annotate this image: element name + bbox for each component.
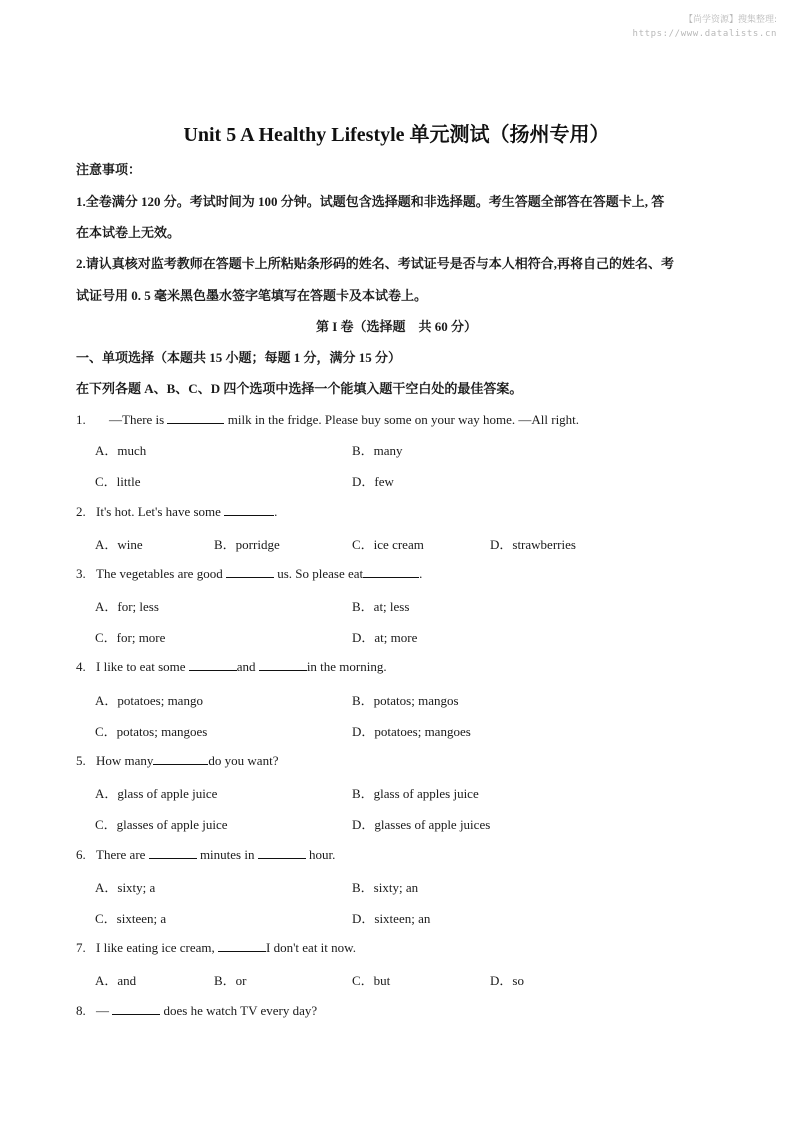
part1-heading: 一、单项选择（本题共 15 小题；每题 1 分，满分 15 分）: [76, 350, 402, 365]
notice-item-1-line-1: 1.全卷满分 120 分。考试时间为 100 分钟。试题包含选择题和非选择题。考生答题全部答在答题卡上, 答: [76, 194, 665, 209]
question-text: I don't eat it now.: [266, 940, 356, 955]
question-text: It's hot. Let's have some: [96, 504, 225, 519]
question-number: 2.: [76, 504, 86, 519]
question-text: and: [236, 659, 259, 674]
option-d: D．sixteen; an: [352, 911, 431, 926]
option-b: B．sixty; an: [352, 880, 419, 895]
option-d: D．potatoes; mangoes: [352, 724, 471, 739]
option-d: D．so: [490, 973, 524, 988]
question-number: 7.: [76, 940, 86, 955]
option-a: A．much: [95, 443, 147, 458]
option-c: C．but: [352, 973, 391, 988]
watermark: [633, 13, 777, 41]
answer-blank: [258, 846, 306, 859]
question-number: 4.: [76, 659, 86, 674]
option-a: A．wine: [95, 537, 143, 552]
option-b: B．at; less: [352, 599, 410, 614]
option-b: B．potatos; mangos: [352, 693, 459, 708]
question-4: [76, 658, 387, 675]
option-b: B．glass of apples juice: [352, 786, 479, 801]
answer-blank: [153, 752, 208, 765]
option-c: C．sixteen; a: [95, 911, 167, 926]
question-number: 5.: [76, 753, 86, 768]
question-7: [76, 939, 356, 956]
notice-item-2-line-1: 2.请认真核对监考教师在答题卡上所粘贴条形码的姓名、考试证号是否与本人相符合,再将自己的姓名、考: [76, 256, 675, 271]
question-text: hour.: [305, 847, 336, 862]
question-text: in the morning.: [306, 659, 387, 674]
option-c: C．little: [95, 474, 141, 489]
question-text: .: [274, 504, 278, 519]
question-3: [76, 565, 422, 582]
question-text: does he watch TV every day?: [160, 1003, 318, 1018]
option-a: A．potatoes; mango: [95, 693, 203, 708]
option-d: D．glasses of apple juices: [352, 817, 491, 832]
option-a: A．and: [95, 973, 137, 988]
question-text: .: [419, 566, 423, 581]
question-text: us. So please eat: [273, 566, 364, 581]
answer-blank: [226, 565, 274, 578]
notice-item-2-line-2: 试证号用 0. 5 毫米黑色墨水签字笔填写在答题卡及本试卷上。: [76, 288, 428, 303]
option-d: D．strawberries: [490, 537, 576, 552]
question-text: minutes in: [196, 847, 258, 862]
option-c: C．glasses of apple juice: [95, 817, 228, 832]
answer-blank: [218, 939, 266, 952]
question-text: I like to eat some: [96, 659, 189, 674]
section-title: 第 I 卷（选择题 共 60 分）: [315, 319, 478, 334]
option-a: A．sixty; a: [95, 880, 156, 895]
question-8: [76, 1002, 317, 1019]
watermark-url: https://www.datalists.cn: [632, 29, 777, 39]
notice-item-1-line-2: 在本试卷上无效。: [76, 225, 181, 240]
page-title: Unit 5 A Healthy Lifestyle 单元测试（扬州专用）: [183, 124, 610, 146]
question-number: 3.: [76, 566, 86, 581]
answer-blank: [363, 565, 419, 578]
option-b: B．porridge: [214, 537, 280, 552]
option-a: A．for; less: [95, 599, 159, 614]
option-c: C．potatos; mangoes: [95, 724, 208, 739]
question-number: 8.: [76, 1003, 86, 1018]
answer-blank: [149, 846, 197, 859]
question-2: [76, 503, 277, 520]
answer-blank: [112, 1002, 160, 1015]
answer-blank: [189, 658, 237, 671]
question-text: milk in the fridge. Please buy some on your way home. —All right.: [224, 412, 580, 427]
question-number: 1.: [76, 412, 86, 427]
question-text: How many: [96, 753, 154, 768]
option-d: D．at; more: [352, 630, 418, 645]
answer-blank: [167, 411, 224, 424]
question-text: There are: [96, 847, 149, 862]
question-text: I like eating ice cream,: [96, 940, 218, 955]
question-1: [76, 409, 579, 428]
question-6: [76, 846, 335, 863]
answer-blank: [259, 658, 307, 671]
option-b: B．many: [352, 443, 403, 458]
question-5: [76, 752, 278, 769]
answer-blank: [224, 503, 274, 516]
option-a: A．glass of apple juice: [95, 786, 218, 801]
option-c: C．ice cream: [352, 537, 424, 552]
question-text: —There is: [96, 412, 168, 427]
option-b: B．or: [214, 973, 247, 988]
part1-instruction: 在下列各题 A、B、C、D 四个选项中选择一个能填入题干空白处的最佳答案。: [76, 381, 523, 396]
question-number: 6.: [76, 847, 86, 862]
watermark-source: 【尚学资源】搜集整理:: [683, 15, 777, 25]
option-c: C．for; more: [95, 630, 166, 645]
question-text: —: [96, 1003, 113, 1018]
question-text: do you want?: [208, 753, 279, 768]
option-d: D．few: [352, 474, 394, 489]
notice-heading: 注意事项：: [76, 162, 142, 177]
question-text: The vegetables are good: [96, 566, 226, 581]
